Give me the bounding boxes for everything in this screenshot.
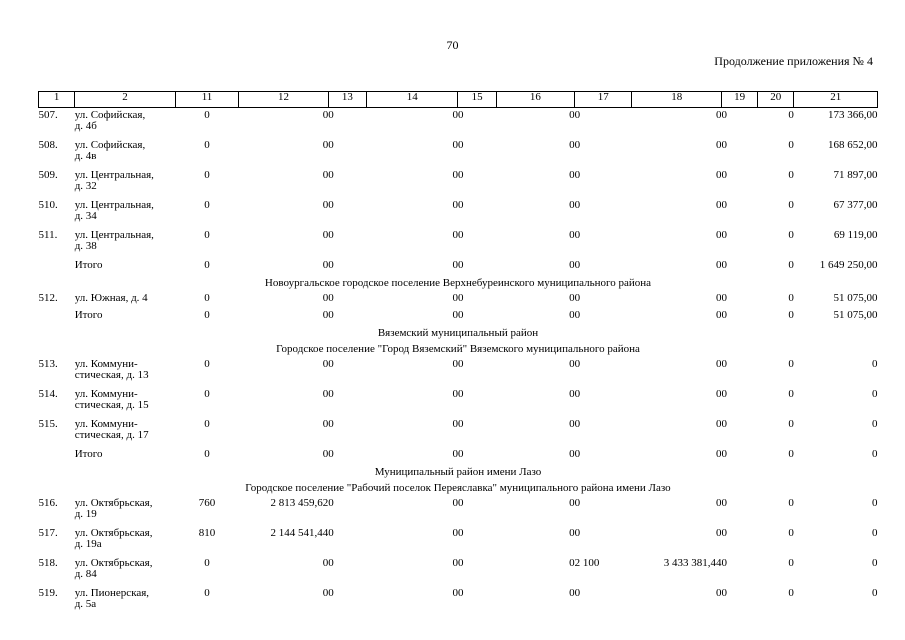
row-number: 512. [38,292,58,304]
value-cell-18: 0 [715,527,722,539]
value-cell-18: 0 [715,109,722,121]
value-cell-21: 173 366,00 [828,109,878,121]
value-cell-11: 0 [204,448,210,460]
value-cell-19: 0 [721,527,727,539]
value-cell-17: 0 [574,259,581,271]
value-cell-11: 0 [204,109,210,121]
value-cell-17: 0 [574,388,581,400]
value-cell-14: 0 [452,358,458,370]
address-cell [75,417,176,447]
address-line: ул. Октябрьская, [74,497,153,509]
address-cell [75,291,176,308]
address-line: ул. Пионерская, [74,587,150,599]
value-cell-16: 0 [569,358,575,370]
value-cell-18: 0 [715,292,722,304]
row-number: 514. [38,388,58,400]
address-line: ул. Южная, д. 4 [74,292,148,304]
value-cell-14: 0 [452,388,458,400]
address-line: д. 32 [74,180,97,192]
section-heading: Городское поселение "Город Вяземский" Вяземского муниципального района [276,342,640,355]
value-cell-18: 0 [715,497,722,509]
value-cell-16: 0 [569,418,575,430]
row-number: 511. [38,229,58,241]
total-row [39,258,878,275]
value-cell-21: 0 [872,527,878,539]
value-cell-20: 0 [788,388,794,400]
value-cell-12: 0 [322,358,329,370]
value-cell-20: 0 [788,109,794,121]
value-cell-12: 0 [322,309,329,321]
address-cell [75,496,176,526]
value-cell-19: 0 [721,587,727,599]
column-header: 13 [328,92,366,108]
column-header: 15 [458,92,496,108]
row-number: 508. [38,139,58,151]
value-cell-17: 0 [574,448,581,460]
value-cell-19: 0 [721,418,727,430]
section-heading-row [39,464,878,480]
value-cell-17: 0 [574,139,581,151]
value-cell-19: 0 [721,229,727,241]
value-cell-18: 0 [715,358,722,370]
value-cell-20: 0 [788,527,794,539]
total-row [39,308,878,325]
address-line: д. 38 [74,240,97,252]
value-cell-17: 0 [574,497,581,509]
value-cell-12: 2 144 541,44 [270,527,329,539]
value-cell-21: 1 649 250,00 [819,259,878,271]
value-cell-15: 0 [457,139,464,151]
value-cell-11: 0 [204,259,210,271]
value-cell-17: 0 [574,229,581,241]
row-number: 515. [38,418,58,430]
value-cell-13: 0 [328,309,334,321]
value-cell-14: 0 [452,169,458,181]
row-number: 518. [38,557,58,569]
value-cell-19: 0 [721,358,727,370]
column-header: 18 [632,92,722,108]
value-cell-11: 0 [204,557,210,569]
value-cell-19: 0 [721,448,727,460]
value-cell-21: 51 075,00 [833,292,878,304]
address-line: ул. Центральная, [74,199,154,211]
page-number: 70 [446,38,459,52]
row-number [39,447,75,464]
address-line: стическая, д. 13 [74,369,149,381]
value-cell-11: 0 [204,139,210,151]
value-cell-20: 0 [788,309,794,321]
column-header: 2 [75,92,176,108]
value-cell-21: 67 377,00 [833,199,878,211]
value-cell-18: 0 [715,418,722,430]
address-cell [75,526,176,556]
value-cell-13: 0 [328,199,334,211]
value-cell-12: 2 813 459,62 [270,497,329,509]
value-cell-18: 0 [715,139,722,151]
section-heading-row [39,275,878,291]
value-cell-16: 0 [569,292,575,304]
section-heading: Новоургальское городское поселение Верхнебуреинского муниципального района [264,276,652,289]
table-row [39,138,878,168]
value-cell-12: 0 [322,229,329,241]
table-row [39,228,878,258]
value-cell-15: 0 [457,109,464,121]
value-cell-11: 0 [204,292,210,304]
value-cell-16: 0 [569,199,575,211]
address-cell [75,168,176,198]
value-cell-14: 0 [452,309,458,321]
value-cell-21: 51 075,00 [833,309,878,321]
value-cell-16: 0 [569,169,575,181]
value-cell-17: 2 100 [574,557,600,569]
value-cell-14: 0 [452,557,458,569]
row-number: 507. [38,109,58,121]
address-line: ул. Коммуни- [74,358,138,370]
value-cell-21: 0 [872,497,878,509]
appendix-continuation-note: Продолжение приложения № 4 [714,54,873,68]
table-row [39,387,878,417]
value-cell-20: 0 [788,139,794,151]
section-heading: Городское поселение "Рабочий поселок Переяславка" муниципального района имени Лазо [245,481,671,494]
column-header: 12 [239,92,329,108]
value-cell-13: 0 [328,358,334,370]
value-cell-19: 0 [721,309,727,321]
value-cell-19: 0 [721,139,727,151]
column-header: 16 [496,92,574,108]
value-cell-16: 0 [569,139,575,151]
value-cell-17: 0 [574,527,581,539]
column-header: 20 [758,92,794,108]
total-row [39,447,878,464]
row-number [39,308,75,325]
value-cell-15: 0 [457,259,464,271]
value-cell-16: 0 [569,527,575,539]
address-line: д. 5а [74,598,97,610]
address-line: д. 84 [74,568,97,580]
value-cell-18: 0 [715,309,722,321]
value-cell-11: 0 [204,169,210,181]
value-cell-19: 0 [721,292,727,304]
value-cell-15: 0 [457,199,464,211]
value-cell-13: 0 [328,292,334,304]
column-header: 11 [175,92,238,108]
section-heading: Муниципальный район имени Лазо [374,465,542,478]
value-cell-11: 0 [204,358,210,370]
value-cell-12: 0 [322,587,329,599]
address-line: ул. Октябрьская, [74,527,153,539]
value-cell-19: 0 [721,109,727,121]
value-cell-21: 0 [872,557,878,569]
value-cell-13: 0 [328,418,334,430]
value-cell-11: 0 [204,587,210,599]
value-cell-20: 0 [788,292,794,304]
address-line: д. 19а [74,538,102,550]
value-cell-21: 0 [872,448,878,460]
value-cell-14: 0 [452,292,458,304]
value-cell-19: 0 [721,557,727,569]
address-line: ул. Центральная, [74,169,154,181]
value-cell-11: 0 [204,309,210,321]
value-cell-16: 0 [569,557,575,569]
value-cell-13: 0 [328,587,334,599]
value-cell-20: 0 [788,557,794,569]
value-cell-17: 0 [574,587,581,599]
value-cell-14: 0 [452,199,458,211]
value-cell-12: 0 [322,139,329,151]
value-cell-19: 0 [721,169,727,181]
total-label: Итого [74,259,103,271]
value-cell-21: 0 [872,388,878,400]
value-cell-14: 0 [452,229,458,241]
total-label: Итого [74,309,103,321]
value-cell-15: 0 [457,587,464,599]
section-heading-row [39,480,878,496]
value-cell-14: 0 [452,587,458,599]
address-line: ул. Софийская, [74,139,146,151]
value-cell-14: 0 [452,497,458,509]
appendix-table [38,91,878,616]
value-cell-12: 0 [322,448,329,460]
value-cell-21: 0 [872,587,878,599]
column-header: 14 [366,92,458,108]
value-cell-17: 0 [574,358,581,370]
value-cell-20: 0 [788,418,794,430]
total-label: Итого [74,448,103,460]
value-cell-21: 0 [872,418,878,430]
value-cell-17: 0 [574,169,581,181]
value-cell-19: 0 [721,497,727,509]
address-cell [75,556,176,586]
value-cell-12: 0 [322,199,329,211]
value-cell-21: 0 [872,358,878,370]
value-cell-21: 69 119,00 [833,229,878,241]
value-cell-15: 0 [457,418,464,430]
value-cell-11: 810 [198,527,216,539]
address-cell [75,586,176,616]
value-cell-18: 0 [715,448,722,460]
value-cell-17: 0 [574,109,581,121]
table-row [39,198,878,228]
address-line: ул. Центральная, [74,229,154,241]
value-cell-12: 0 [322,109,329,121]
section-heading-row [39,325,878,341]
row-number: 519. [38,587,58,599]
table-row [39,168,878,198]
table-row [39,291,878,308]
row-number [39,258,75,275]
value-cell-14: 0 [452,139,458,151]
value-cell-11: 0 [204,388,210,400]
value-cell-20: 0 [788,497,794,509]
row-number: 516. [38,497,58,509]
address-cell [75,138,176,168]
value-cell-21: 71 897,00 [833,169,878,181]
row-number: 517. [38,527,58,539]
table-body [39,108,878,617]
value-cell-19: 0 [721,259,727,271]
value-cell-13: 0 [328,169,334,181]
value-cell-18: 3 433 381,44 [663,557,722,569]
value-cell-15: 0 [457,497,464,509]
value-cell-15: 0 [457,527,464,539]
value-cell-12: 0 [322,292,329,304]
value-cell-15: 0 [457,309,464,321]
value-cell-16: 0 [569,309,575,321]
column-header: 17 [575,92,632,108]
value-cell-18: 0 [715,259,722,271]
address-line: стическая, д. 17 [74,429,149,441]
value-cell-11: 0 [204,229,210,241]
address-line: д. 19 [74,508,97,520]
value-cell-15: 0 [457,388,464,400]
table-row [39,417,878,447]
value-cell-11: 760 [198,497,216,509]
value-cell-15: 0 [457,358,464,370]
table-row [39,556,878,586]
value-cell-19: 0 [721,388,727,400]
column-header: 19 [721,92,757,108]
value-cell-13: 0 [328,527,334,539]
value-cell-15: 0 [457,292,464,304]
value-cell-17: 0 [574,199,581,211]
value-cell-14: 0 [452,109,458,121]
address-cell [75,108,176,139]
value-cell-12: 0 [322,418,329,430]
value-cell-18: 0 [715,229,722,241]
value-cell-11: 0 [204,418,210,430]
table-row [39,357,878,387]
value-cell-13: 0 [328,448,334,460]
table-row [39,496,878,526]
value-cell-19: 0 [721,199,727,211]
address-line: ул. Софийская, [74,109,146,121]
value-cell-18: 0 [715,199,722,211]
value-cell-13: 0 [328,259,334,271]
value-cell-17: 0 [574,418,581,430]
row-number: 513. [38,358,58,370]
value-cell-13: 0 [328,109,334,121]
address-cell [75,228,176,258]
value-cell-13: 0 [328,388,334,400]
table-row [39,108,878,139]
value-cell-16: 0 [569,388,575,400]
value-cell-20: 0 [788,448,794,460]
column-header: 1 [39,92,75,108]
address-line: ул. Октябрьская, [74,557,153,569]
table-header-row [39,92,878,108]
address-cell [75,387,176,417]
value-cell-18: 0 [715,169,722,181]
value-cell-12: 0 [322,259,329,271]
value-cell-20: 0 [788,199,794,211]
value-cell-13: 0 [328,139,334,151]
value-cell-17: 0 [574,292,581,304]
column-header: 21 [794,92,878,108]
value-cell-18: 0 [715,587,722,599]
value-cell-16: 0 [569,448,575,460]
value-cell-18: 0 [715,388,722,400]
value-cell-15: 0 [457,229,464,241]
value-cell-20: 0 [788,358,794,370]
value-cell-12: 0 [322,169,329,181]
value-cell-14: 0 [452,527,458,539]
value-cell-20: 0 [788,229,794,241]
value-cell-17: 0 [574,309,581,321]
value-cell-16: 0 [569,109,575,121]
address-cell [75,357,176,387]
row-number: 509. [38,169,58,181]
section-heading-row [39,341,878,357]
address-cell [75,198,176,228]
value-cell-11: 0 [204,199,210,211]
value-cell-14: 0 [452,418,458,430]
value-cell-15: 0 [457,448,464,460]
value-cell-16: 0 [569,229,575,241]
value-cell-13: 0 [328,229,334,241]
value-cell-12: 0 [322,388,329,400]
value-cell-13: 0 [328,557,334,569]
value-cell-14: 0 [452,448,458,460]
value-cell-21: 168 652,00 [828,139,878,151]
value-cell-14: 0 [452,259,458,271]
table-row [39,586,878,616]
address-line: д. 4б [74,120,97,132]
address-line: ул. Коммуни- [74,388,138,400]
value-cell-20: 0 [788,169,794,181]
value-cell-20: 0 [788,259,794,271]
value-cell-12: 0 [322,557,329,569]
address-line: д. 4в [74,150,97,162]
value-cell-15: 0 [457,169,464,181]
address-line: ул. Коммуни- [74,418,138,430]
value-cell-16: 0 [569,497,575,509]
value-cell-15: 0 [457,557,464,569]
value-cell-20: 0 [788,587,794,599]
address-line: д. 34 [74,210,97,222]
value-cell-16: 0 [569,587,575,599]
value-cell-13: 0 [328,497,334,509]
value-cell-16: 0 [569,259,575,271]
section-heading: Вяземский муниципальный район [377,326,539,339]
address-line: стическая, д. 15 [74,399,149,411]
row-number: 510. [38,199,58,211]
table-row [39,526,878,556]
